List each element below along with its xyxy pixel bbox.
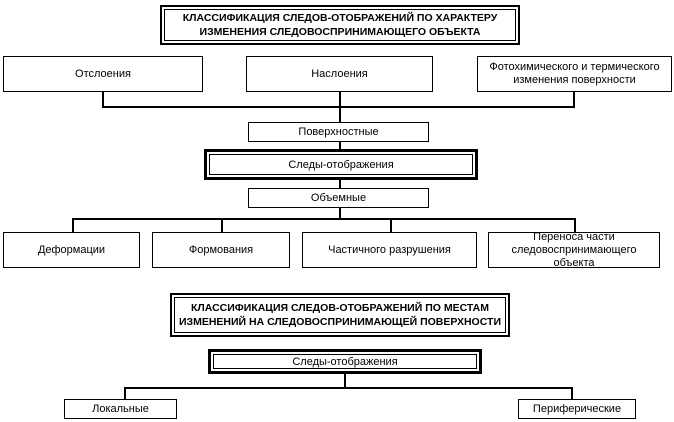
box-perenosa-chasti-obyekta: Переноса части следовоспринимающего объекта (488, 232, 660, 268)
box-sledy-otobrazheniya-root-1 (204, 149, 478, 180)
connector-line (72, 218, 74, 232)
box-poverkhnostnye: Поверхностные (248, 122, 429, 142)
connector-line (102, 92, 104, 107)
title-classification-by-places (170, 293, 510, 337)
box-lokalnye: Локальные (64, 399, 177, 419)
box-otsloeniya: Отслоения (3, 56, 203, 92)
title-line-2: ИЗМЕНЕНИЯ СЛЕДОВОСПРИНИМАЮЩЕГО ОБЪЕКТА (199, 26, 481, 38)
title-classification-by-character (160, 5, 520, 45)
box-photochemical-thermal-change: Фотохимического и термического изменения поверхности (477, 56, 672, 92)
connector-line (221, 218, 223, 232)
connector-line (102, 106, 575, 108)
connector-line (72, 218, 576, 220)
box-nasloeniya: Наслоения (246, 56, 433, 92)
connector-line (124, 387, 573, 389)
connector-line (339, 179, 341, 188)
box-obyomnye: Объемные (248, 188, 429, 208)
box-perifericheskie: Периферические (518, 399, 636, 419)
root-label: Следы-отображения (213, 354, 477, 369)
connector-line (573, 92, 575, 107)
box-sledy-otobrazheniya-root-2 (208, 349, 482, 374)
title-line-1: КЛАССИФИКАЦИЯ СЛЕДОВ-ОТОБРАЖЕНИЙ ПО МЕСТАМ (191, 302, 489, 314)
title-line-2: ИЗМЕНЕНИЙ НА СЛЕДОВОСПРИНИМАЮЩЕЙ ПОВЕРХНОСТИ (178, 316, 502, 328)
box-deformatsii: Деформации (3, 232, 140, 268)
box-formovaniya: Формования (152, 232, 290, 268)
connector-line (344, 373, 346, 388)
title-text (164, 9, 516, 41)
title-text (174, 297, 506, 333)
title-line-1: КЛАССИФИКАЦИЯ СЛЕДОВ-ОТОБРАЖЕНИЙ ПО ХАРАКТЕРУ (182, 12, 498, 24)
root-label: Следы-отображения (209, 154, 473, 175)
connector-line (390, 218, 392, 232)
box-chastichnogo-razrusheniya: Частичного разрушения (302, 232, 477, 268)
